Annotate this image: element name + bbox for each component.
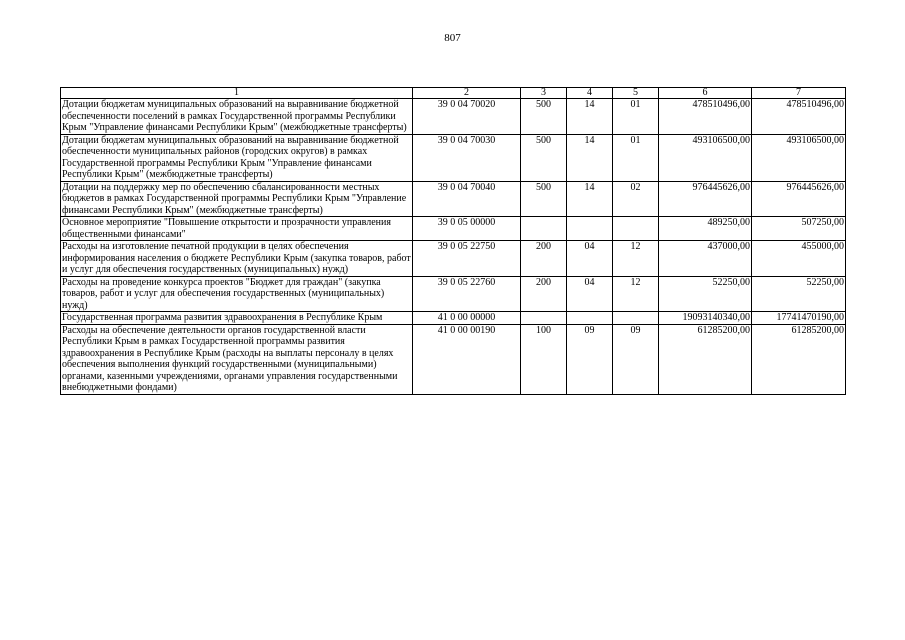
- table-row: [61, 134, 846, 181]
- row-section: 04: [567, 276, 613, 312]
- row-amount-col7: 478510496,00: [752, 99, 846, 135]
- row-description: Основное мероприятие "Повышение открытости и прозрачности управления общественными финансами": [61, 217, 413, 241]
- row-description: Дотации бюджетам муниципальных образований на выравнивание бюджетной обеспеченности муниципальных районов (городских округов) в рамках Государственной программы Республики Крым "Управление финансами Республики Крым" (межбюджетные трансферты): [61, 134, 413, 181]
- row-amount-col7: 52250,00: [752, 276, 846, 312]
- row-expense-type: 500: [521, 181, 567, 217]
- row-description: Расходы на проведение конкурса проектов "Бюджет для граждан" (закупка товаров, работ и услуг для обеспечения государственных (муниципальных) нужд): [61, 276, 413, 312]
- row-target-code: 41 0 00 00190: [413, 324, 521, 394]
- row-amount-col6: 437000,00: [659, 241, 752, 277]
- row-section: 14: [567, 99, 613, 135]
- row-amount-col6: 489250,00: [659, 217, 752, 241]
- row-section: 14: [567, 181, 613, 217]
- table-row: [61, 276, 846, 312]
- row-amount-col6: 19093140340,00: [659, 312, 752, 325]
- row-subsection: 01: [613, 134, 659, 181]
- header-col-6: 6: [659, 88, 752, 99]
- row-amount-col6: 61285200,00: [659, 324, 752, 394]
- row-description: Расходы на обеспечение деятельности органов государственной власти Республики Крым в рамках Государственной программы развития здравоохранения в Республике Крым (расходы на выплаты персоналу в целях обеспечения выполнения функций государственными (муниципальными) органами, казенными учреждениями, органами управления государственными внебюджетными фондами): [61, 324, 413, 394]
- table-row: [61, 99, 846, 135]
- row-section: 04: [567, 241, 613, 277]
- row-amount-col7: 61285200,00: [752, 324, 846, 394]
- row-subsection: [613, 312, 659, 325]
- row-description: Государственная программа развития здравоохранения в Республике Крым: [61, 312, 413, 325]
- row-expense-type: 200: [521, 241, 567, 277]
- header-row: [61, 88, 846, 99]
- row-target-code: 39 0 05 00000: [413, 217, 521, 241]
- table-row: [61, 324, 846, 394]
- row-subsection: 12: [613, 276, 659, 312]
- row-target-code: 39 0 05 22750: [413, 241, 521, 277]
- row-section: [567, 312, 613, 325]
- row-amount-col6: 493106500,00: [659, 134, 752, 181]
- table-row: [61, 312, 846, 325]
- budget-table: [60, 87, 846, 395]
- row-section: 09: [567, 324, 613, 394]
- page-number: 807: [444, 32, 461, 44]
- row-description: Дотации на поддержку мер по обеспечению сбалансированности местных бюджетов в рамках Государственной программы Республики Крым "Управление финансами Республики Крым" (межбюджетные трансферты): [61, 181, 413, 217]
- table-row: [61, 217, 846, 241]
- row-expense-type: 500: [521, 134, 567, 181]
- row-amount-col6: 52250,00: [659, 276, 752, 312]
- header-col-4: 4: [567, 88, 613, 99]
- row-target-code: 39 0 04 70040: [413, 181, 521, 217]
- row-target-code: 39 0 05 22760: [413, 276, 521, 312]
- row-expense-type: 100: [521, 324, 567, 394]
- row-section: 14: [567, 134, 613, 181]
- row-amount-col7: 455000,00: [752, 241, 846, 277]
- row-amount-col7: 493106500,00: [752, 134, 846, 181]
- row-subsection: 02: [613, 181, 659, 217]
- row-target-code: 39 0 04 70020: [413, 99, 521, 135]
- row-subsection: 01: [613, 99, 659, 135]
- row-amount-col7: 17741470190,00: [752, 312, 846, 325]
- header-col-3: 3: [521, 88, 567, 99]
- row-section: [567, 217, 613, 241]
- row-amount-col7: 507250,00: [752, 217, 846, 241]
- row-amount-col7: 976445626,00: [752, 181, 846, 217]
- header-col-5: 5: [613, 88, 659, 99]
- row-subsection: [613, 217, 659, 241]
- row-expense-type: [521, 217, 567, 241]
- table-row: [61, 181, 846, 217]
- row-description: Дотации бюджетам муниципальных образований на выравнивание бюджетной обеспеченности поселений в рамках Государственной программы Республики Крым "Управление финансами Республики Крым" (межбюджетные трансферты): [61, 99, 413, 135]
- row-subsection: 09: [613, 324, 659, 394]
- header-col-1: 1: [61, 88, 413, 99]
- row-description: Расходы на изготовление печатной продукции в целях обеспечения информирования населения о бюджете Республики Крым (закупка товаров, работ и услуг для обеспечения государственных (муниципальных) нужд): [62, 241, 411, 275]
- row-expense-type: [521, 312, 567, 325]
- row-expense-type: 200: [521, 276, 567, 312]
- row-amount-col6: 976445626,00: [659, 181, 752, 217]
- row-expense-type: 500: [521, 99, 567, 135]
- header-col-2: 2: [413, 88, 521, 99]
- row-target-code: 39 0 04 70030: [413, 134, 521, 181]
- table-row: [61, 241, 846, 277]
- row-target-code: 41 0 00 00000: [413, 312, 521, 325]
- row-subsection: 12: [613, 241, 659, 277]
- header-col-7: 7: [752, 88, 846, 99]
- row-amount-col6: 478510496,00: [659, 99, 752, 135]
